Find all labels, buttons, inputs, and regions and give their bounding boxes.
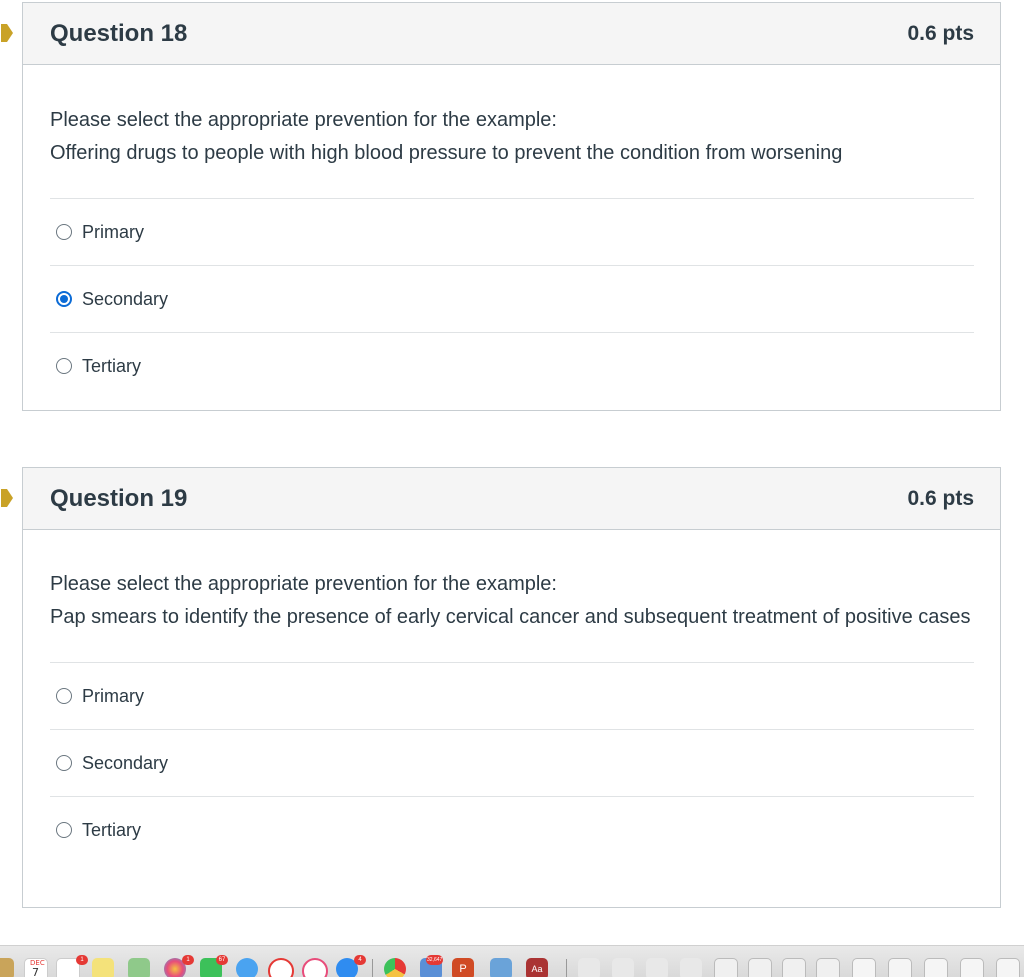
answer-tertiary[interactable] — [50, 797, 974, 863]
chrome-icon[interactable] — [384, 958, 406, 977]
answer-tertiary[interactable] — [50, 333, 974, 399]
question-points: 0.6 pts — [907, 486, 974, 510]
window-thumbnail-icon[interactable] — [852, 958, 876, 977]
facetime-badge: 67 — [216, 955, 228, 965]
answer-list — [50, 198, 974, 399]
answer-label: Secondary — [82, 752, 169, 773]
answer-secondary[interactable] — [50, 266, 974, 333]
dictionary-label: Aa — [531, 964, 543, 974]
app-icon[interactable] — [490, 958, 512, 977]
mail-badge: 32,647 — [427, 957, 443, 963]
window-thumbnail-icon[interactable] — [816, 958, 840, 977]
answer-label: Secondary — [82, 288, 169, 309]
powerpoint-icon[interactable] — [452, 958, 474, 977]
reminders-badge: 1 — [76, 955, 88, 965]
window-thumbnail-icon[interactable] — [782, 958, 806, 977]
question-prompt — [50, 530, 974, 662]
prompt-line-2: Pap smears to identify the presence of early cervical cancer and subsequent treatment of positive cases — [50, 606, 971, 628]
prompt-line-1: Please select the appropriate prevention for the example: — [50, 573, 557, 595]
question-points: 0.6 pts — [907, 21, 974, 45]
question-body — [23, 65, 1000, 399]
calendar-month: DEC — [30, 959, 45, 967]
question-prompt — [50, 65, 974, 198]
flag-icon[interactable] — [1, 489, 13, 507]
powerpoint-label: P — [459, 963, 467, 975]
radio-button[interactable] — [56, 224, 72, 240]
finder-icon[interactable] — [0, 958, 14, 977]
news-icon[interactable] — [268, 958, 294, 977]
flag-icon[interactable] — [1, 24, 13, 42]
radio-button[interactable] — [56, 688, 72, 704]
dock-separator — [372, 959, 373, 977]
question-body — [23, 530, 1000, 863]
document-icon[interactable] — [680, 958, 702, 977]
dock-separator — [566, 959, 567, 977]
window-thumbnail-icon[interactable] — [960, 958, 984, 977]
music-icon[interactable] — [302, 958, 328, 977]
calendar-icon[interactable] — [24, 958, 48, 977]
answer-secondary[interactable] — [50, 730, 974, 797]
radio-button-selected[interactable] — [56, 291, 72, 307]
document-icon[interactable] — [578, 958, 600, 977]
window-thumbnail-icon[interactable] — [748, 958, 772, 977]
photos-badge: 1 — [182, 955, 194, 965]
dictionary-icon[interactable] — [526, 958, 548, 977]
question-title: Question 19 — [50, 484, 188, 512]
radio-button[interactable] — [56, 822, 72, 838]
prompt-line-1: Please select the appropriate prevention for the example: — [50, 109, 557, 131]
question-18-card — [22, 2, 1001, 411]
window-thumbnail-icon[interactable] — [888, 958, 912, 977]
window-thumbnail-icon[interactable] — [996, 958, 1020, 977]
answer-primary[interactable] — [50, 663, 974, 730]
dock — [0, 945, 1024, 977]
document-icon[interactable] — [612, 958, 634, 977]
maps-icon[interactable] — [128, 958, 150, 977]
prompt-line-2: Offering drugs to people with high blood pressure to prevent the condition from worsening — [50, 142, 843, 164]
answer-label: Tertiary — [82, 819, 142, 840]
answer-list — [50, 662, 974, 863]
question-19-card — [22, 467, 1001, 908]
window-thumbnail-icon[interactable] — [924, 958, 948, 977]
document-icon[interactable] — [646, 958, 668, 977]
answer-label: Primary — [82, 221, 144, 242]
notes-icon[interactable] — [92, 958, 114, 977]
question-header — [23, 468, 1000, 530]
calendar-day: 7 — [32, 966, 39, 977]
answer-primary[interactable] — [50, 199, 974, 266]
radio-button[interactable] — [56, 358, 72, 374]
answer-label: Tertiary — [82, 355, 142, 376]
messages-icon[interactable] — [236, 958, 258, 977]
answer-label: Primary — [82, 685, 144, 706]
window-thumbnail-icon[interactable] — [714, 958, 738, 977]
radio-button[interactable] — [56, 755, 72, 771]
appstore-badge: 4 — [354, 955, 366, 965]
question-title: Question 18 — [50, 19, 188, 47]
question-header — [23, 3, 1000, 65]
